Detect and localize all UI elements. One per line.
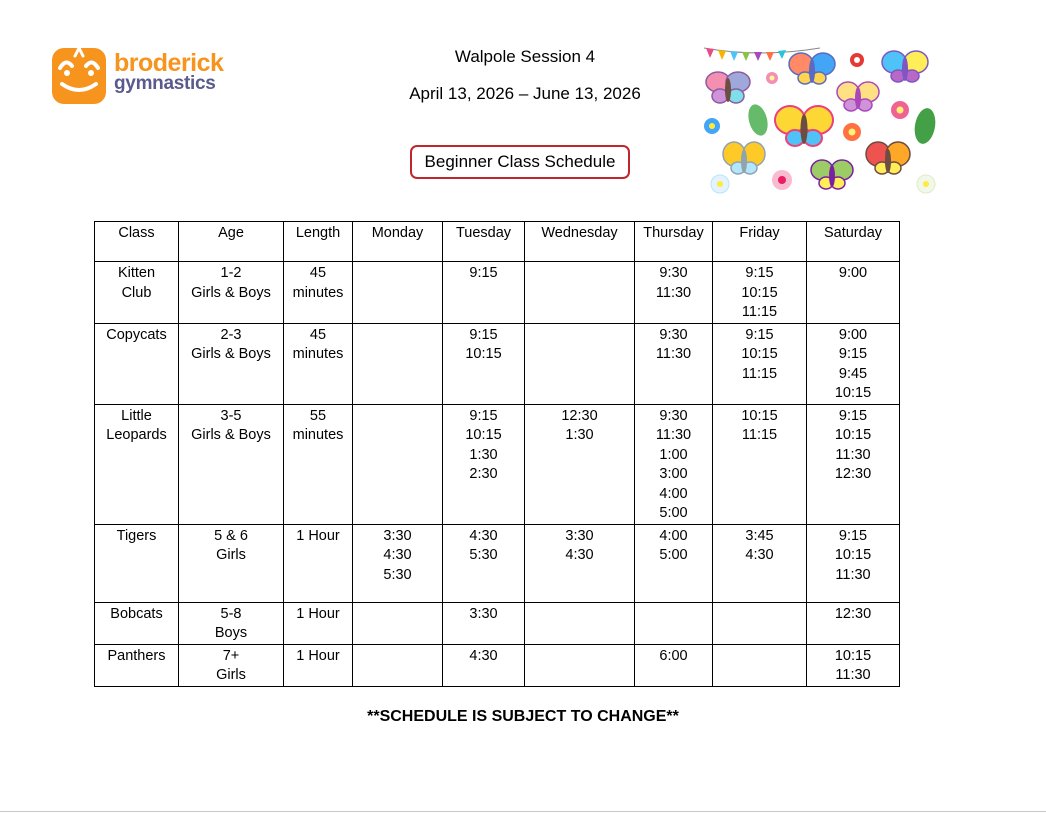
cell-saturday-line: 11:30 [835, 667, 871, 683]
column-header-class: Class [95, 222, 179, 262]
cell-saturday-line: 9:15 [838, 346, 868, 362]
cell-age-line: Girls [216, 667, 246, 683]
cell-length [284, 262, 353, 324]
cell-monday [353, 602, 443, 644]
column-header-wednesday: Wednesday [525, 222, 635, 262]
cell-saturday [807, 404, 900, 524]
cell-wednesday [525, 524, 635, 602]
cell-age-line: Boys [214, 625, 248, 641]
cell-length-line: 55 [309, 407, 327, 424]
column-header-friday: Friday [713, 222, 807, 262]
cell-saturday [807, 644, 900, 686]
cell-thursday [635, 524, 713, 602]
cell-wednesday-line: 3:30 [565, 527, 594, 544]
cell-class [95, 404, 179, 524]
cell-thursday [635, 602, 713, 644]
cell-saturday-line: 10:15 [834, 385, 872, 401]
cell-age [179, 323, 284, 404]
cell-friday-line: 11:15 [741, 427, 778, 443]
cell-saturday-line: 9:00 [838, 265, 868, 281]
cell-thursday-line: 3:00 [659, 466, 688, 482]
cell-thursday [635, 323, 713, 404]
session-dates: April 13, 2026 – June 13, 2026 [409, 84, 641, 103]
cell-wednesday [525, 644, 635, 686]
schedule-title-box: Beginner Class Schedule [410, 145, 630, 179]
cell-saturday-line: 11:30 [835, 566, 871, 583]
cell-thursday-line: 11:30 [655, 427, 692, 443]
cell-length-line: 45 [309, 265, 327, 281]
cell-thursday-line: 4:00 [659, 485, 688, 502]
cell-class [95, 262, 179, 324]
cell-friday-line: 10:15 [741, 346, 778, 362]
table-row [95, 404, 900, 524]
cell-tuesday-line: 2:30 [469, 466, 498, 482]
cell-thursday-line: 9:30 [659, 407, 688, 424]
cell-age-line: Girls & Boys [191, 427, 271, 443]
cell-age [179, 524, 284, 602]
cell-length-line: 1 Hour [296, 605, 340, 622]
cell-tuesday [443, 644, 525, 686]
table-row [95, 644, 900, 686]
table-row [95, 323, 900, 404]
cell-monday-line: 4:30 [383, 547, 412, 563]
cell-tuesday-line: 4:30 [469, 647, 498, 664]
cell-monday [353, 323, 443, 404]
table-body [95, 262, 900, 687]
cell-thursday-line: 11:30 [655, 284, 692, 301]
cell-tuesday-line: 4:30 [469, 527, 498, 544]
table-row [95, 262, 900, 324]
cell-friday-line: 9:15 [745, 265, 774, 281]
cell-saturday [807, 323, 900, 404]
cell-length-line: minutes [292, 346, 344, 362]
cell-length-line: 1 Hour [296, 647, 340, 664]
cell-class [95, 644, 179, 686]
cell-saturday-line: 9:15 [838, 407, 868, 424]
cell-tuesday-line: 9:15 [469, 407, 498, 424]
cell-thursday-line: 11:30 [655, 346, 692, 362]
cell-monday [353, 644, 443, 686]
cell-class-line: Club [121, 284, 152, 301]
cell-tuesday [443, 323, 525, 404]
table-header-row [95, 222, 900, 262]
cell-class [95, 524, 179, 602]
cell-friday [713, 323, 807, 404]
cell-age-line: Girls & Boys [191, 284, 271, 301]
cell-class [95, 602, 179, 644]
logo-text-broderick: broderick [114, 49, 224, 77]
cell-monday [353, 524, 443, 602]
cell-wednesday [525, 262, 635, 324]
cell-length [284, 524, 353, 602]
cell-saturday-line: 12:30 [834, 466, 872, 482]
cell-saturday-line: 10:15 [834, 427, 872, 443]
cell-thursday-line: 4:00 [659, 527, 688, 544]
cell-friday-line: 10:15 [741, 407, 778, 424]
cell-tuesday-line: 10:15 [465, 427, 502, 443]
cell-age-line: Girls & Boys [191, 346, 271, 362]
cell-friday-line: 10:15 [741, 284, 778, 301]
logo-text-gymnastics: gymnastics [114, 73, 216, 94]
cell-age-line: 5 & 6 [214, 527, 248, 544]
cell-thursday-line: 5:00 [659, 505, 688, 521]
cell-saturday-line: 9:45 [838, 365, 868, 382]
column-header-tuesday: Tuesday [443, 222, 525, 262]
cell-thursday-line: 6:00 [659, 647, 688, 664]
cell-wednesday-line: 12:30 [561, 407, 598, 424]
cell-saturday-line: 12:30 [834, 605, 872, 622]
cell-friday-line: 9:15 [745, 326, 774, 343]
cell-tuesday-line: 10:15 [465, 346, 502, 362]
cell-tuesday-line: 3:30 [469, 605, 498, 622]
cell-wednesday [525, 404, 635, 524]
cell-tuesday [443, 602, 525, 644]
cell-tuesday-line: 5:30 [469, 547, 498, 563]
cell-monday [353, 404, 443, 524]
column-header-saturday: Saturday [807, 222, 900, 262]
cell-age [179, 602, 284, 644]
cell-age-line: 2-3 [220, 326, 242, 343]
broderick-logo [50, 44, 240, 106]
cell-saturday-line: 9:00 [838, 326, 868, 343]
cell-friday [713, 644, 807, 686]
cell-length [284, 404, 353, 524]
cell-wednesday [525, 602, 635, 644]
cell-friday-line: 4:30 [745, 547, 774, 563]
cell-monday-line: 5:30 [383, 566, 412, 583]
cell-class-line: Leopards [106, 427, 167, 443]
cell-class-line: Tigers [116, 527, 157, 544]
page-bottom-divider [0, 811, 1046, 812]
table-row [95, 602, 900, 644]
cell-wednesday [525, 323, 635, 404]
cell-thursday-line: 5:00 [659, 547, 688, 563]
cell-thursday [635, 644, 713, 686]
cell-tuesday-line: 1:30 [469, 446, 498, 463]
cell-friday-line: 3:45 [745, 527, 774, 544]
table-row [95, 524, 900, 602]
class-schedule-table [94, 221, 900, 687]
butterflies-illustration [700, 40, 940, 200]
cell-length [284, 323, 353, 404]
cell-saturday-line: 10:15 [834, 547, 872, 563]
column-header-length: Length [284, 222, 353, 262]
cell-saturday [807, 602, 900, 644]
cell-tuesday [443, 404, 525, 524]
schedule-change-note: **SCHEDULE IS SUBJECT TO CHANGE** [367, 708, 679, 725]
gymnast-logo-icon [50, 44, 108, 106]
cell-friday-line: 11:15 [741, 304, 778, 320]
cell-age-line: 5-8 [220, 605, 242, 622]
cell-saturday-line: 11:30 [835, 446, 871, 463]
cell-class-line: Bobcats [110, 605, 163, 622]
cell-age [179, 644, 284, 686]
cell-friday [713, 262, 807, 324]
cell-thursday-line: 9:30 [659, 326, 688, 343]
cell-friday [713, 524, 807, 602]
cell-thursday [635, 262, 713, 324]
cell-length-line: 45 [309, 326, 327, 343]
cell-monday-line: 3:30 [383, 527, 412, 544]
cell-class-line: Panthers [107, 647, 166, 664]
cell-thursday [635, 404, 713, 524]
cell-friday [713, 404, 807, 524]
cell-length [284, 602, 353, 644]
cell-class-line: Copycats [106, 326, 167, 343]
cell-saturday [807, 262, 900, 324]
cell-friday-line: 11:15 [741, 365, 778, 382]
column-header-age: Age [179, 222, 284, 262]
cell-length-line: minutes [292, 284, 344, 301]
cell-length-line: minutes [292, 427, 344, 443]
cell-wednesday-line: 1:30 [565, 427, 594, 443]
cell-age [179, 404, 284, 524]
cell-class-line: Little [121, 407, 152, 424]
cell-age-line: 3-5 [220, 407, 242, 424]
cell-class-line: Kitten [117, 265, 156, 281]
cell-age-line: Girls [216, 547, 246, 563]
cell-class [95, 323, 179, 404]
cell-thursday-line: 1:00 [659, 446, 688, 463]
cell-friday [713, 602, 807, 644]
cell-saturday [807, 524, 900, 602]
cell-age [179, 262, 284, 324]
cell-length-line: 1 Hour [296, 527, 340, 544]
column-header-monday: Monday [353, 222, 443, 262]
cell-age-line: 7+ [222, 647, 240, 664]
cell-monday [353, 262, 443, 324]
column-header-thursday: Thursday [635, 222, 713, 262]
cell-tuesday [443, 262, 525, 324]
cell-tuesday [443, 524, 525, 602]
cell-wednesday-line: 4:30 [565, 547, 594, 563]
cell-length [284, 644, 353, 686]
cell-saturday-line: 10:15 [834, 647, 872, 664]
cell-age-line: 1-2 [220, 265, 242, 281]
session-title: Walpole Session 4 [454, 47, 596, 66]
cell-tuesday-line: 9:15 [469, 265, 498, 281]
cell-tuesday-line: 9:15 [469, 326, 498, 343]
cell-thursday-line: 9:30 [659, 265, 688, 281]
cell-saturday-line: 9:15 [838, 527, 868, 544]
